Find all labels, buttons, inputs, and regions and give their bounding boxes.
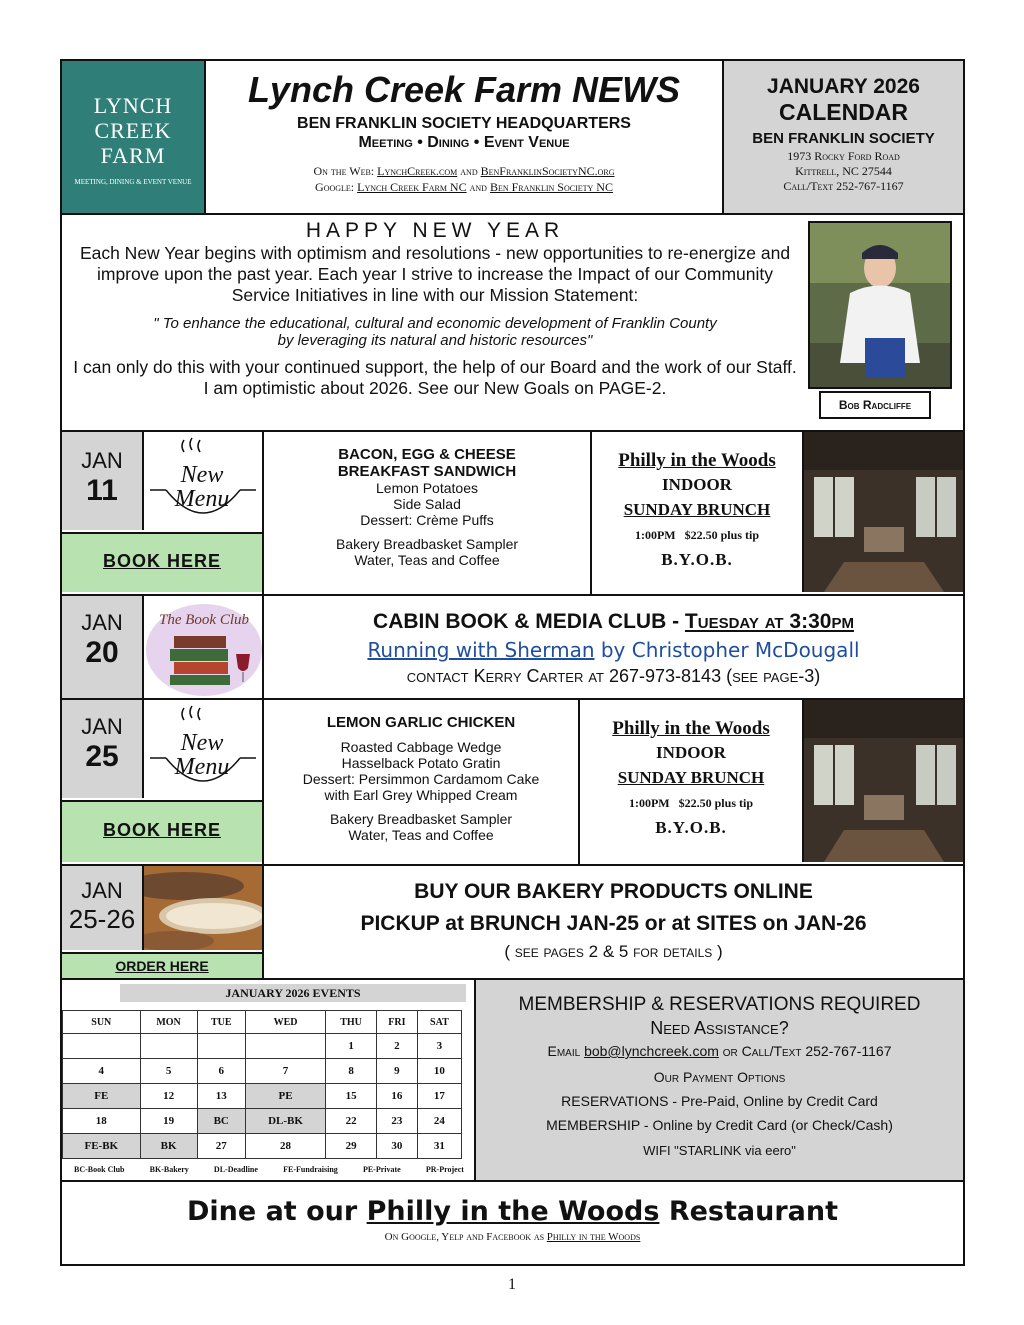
wifi-line: WIFI "STARLINK via eero" <box>643 1143 796 1158</box>
greeting-section <box>70 217 800 429</box>
legend-item: PE-Private <box>362 1165 401 1174</box>
need-assistance: Need Assistance? <box>650 1018 789 1038</box>
calendar-cell: 30 <box>376 1134 417 1159</box>
restaurant-photo <box>802 700 963 862</box>
calendar-day-header: MON <box>140 1011 197 1034</box>
legend-item: DL-Deadline <box>213 1165 258 1174</box>
calendar-header <box>724 61 963 213</box>
greeting-para1: Each New Year begins with optimism and resolutions - new opportunities to re-energize and improve upon the past year. Each year I strive to increase the Impact of our Community Service Initiatives in line with our Mission Statement: <box>79 243 791 305</box>
menu-extra: Bakery Breadbasket Sampler <box>329 811 513 827</box>
google-link-lynchcreek[interactable]: Lynch Creek Farm NC <box>357 180 467 194</box>
phone: Call/Text 252-767-1167 <box>783 179 904 193</box>
venue-time-price: 1:00PM $22.50 plus tip <box>628 796 753 810</box>
restaurant-link[interactable]: Philly in the Woods <box>366 1196 660 1227</box>
venue-indoor: INDOOR <box>662 475 732 494</box>
email-label: Email <box>547 1043 581 1059</box>
calendar-cell: 16 <box>376 1084 417 1109</box>
calendar-title: JANUARY 2026 EVENTS <box>120 984 466 1002</box>
calendar-cell: 2 <box>376 1034 417 1059</box>
page-number: 1 <box>508 1276 516 1293</box>
legend-item: BC-Book Club <box>74 1165 125 1174</box>
menu-item: Side Salad <box>393 496 461 512</box>
menu-item: Hasselback Potato Gratin <box>341 755 501 771</box>
address-line1: 1973 Rocky Ford Road <box>787 149 900 163</box>
calendar-day-header: SUN <box>63 1011 141 1034</box>
calendar-day-header: TUE <box>197 1011 245 1034</box>
web-link-benfranklin[interactable]: BenFranklinSocietyNC.org <box>480 164 615 178</box>
venue-time-price: 1:00PM $22.50 plus tip <box>634 528 759 542</box>
calendar-cell: 1 <box>326 1034 377 1059</box>
calendar-cell <box>63 1034 141 1059</box>
bakery-line1: BUY OUR BAKERY PRODUCTS ONLINE <box>414 880 813 903</box>
web-label: On the Web: <box>313 164 375 178</box>
calendar-month: JANUARY 2026 <box>767 75 920 98</box>
calendar-cell: 6 <box>197 1059 245 1084</box>
logo-line2: CREEK <box>94 118 172 143</box>
new-menu-image <box>142 700 262 798</box>
calendar-table <box>62 1010 462 1159</box>
logo <box>62 61 204 213</box>
calendar-legend <box>74 1165 464 1174</box>
calendar-cell: 13 <box>197 1084 245 1109</box>
payment-options: Our Payment Options <box>653 1069 786 1085</box>
menu-extra: Bakery Breadbasket Sampler <box>335 536 519 552</box>
menu-extra: Water, Teas and Coffee <box>348 827 494 843</box>
bakery-line3: ( see pages 2 & 5 for details ) <box>504 942 723 961</box>
event-day: 11 <box>86 474 118 507</box>
photo-caption: Bob Radcliffe <box>819 391 931 419</box>
book-here-button[interactable]: BOOK HERE <box>102 551 221 571</box>
calendar-cell: 7 <box>245 1059 325 1084</box>
logo-line1: LYNCH <box>93 93 173 118</box>
calendar-cell-event: DL-BK <box>245 1109 325 1134</box>
logo-tagline: MEETING, DINING & EVENT VENUE <box>74 178 192 186</box>
calendar-cell <box>140 1034 197 1059</box>
calendar-cell: 8 <box>326 1059 377 1084</box>
google-label: Google: <box>315 180 355 194</box>
calendar-cell: 27 <box>197 1134 245 1159</box>
calendar-day-header: THU <box>326 1011 377 1034</box>
new-menu-word2: Menu <box>174 754 230 780</box>
calendar-word: CALENDAR <box>778 99 909 125</box>
book-club-contact: contact Kerry Carter at 267-973-8143 (see page-3) <box>406 666 821 686</box>
venue-brunch: SUNDAY BRUNCH <box>617 768 765 787</box>
venue-name[interactable]: Philly in the Woods <box>618 450 776 471</box>
menu-item: Dessert: Crème Puffs <box>360 512 494 528</box>
venue-indoor: INDOOR <box>656 743 726 762</box>
calendar-cell: 29 <box>326 1134 377 1159</box>
calendar-cell-event: BK <box>140 1134 197 1159</box>
event-month: JAN <box>81 878 123 903</box>
membership-title: MEMBERSHIP & RESERVATIONS REQUIRED <box>518 994 921 1015</box>
menu-item: with Earl Grey Whipped Cream <box>324 787 518 803</box>
calendar-cell: 5 <box>140 1059 197 1084</box>
book-club-image <box>142 596 262 698</box>
masthead-tagline: Meeting • Dining • Event Venue <box>358 134 570 151</box>
calendar-day-header: SAT <box>417 1011 461 1034</box>
book-here-jan25[interactable] <box>62 800 262 862</box>
event-month: JAN <box>81 610 123 635</box>
menu-item: Roasted Cabbage Wedge <box>340 739 502 755</box>
page-title: Lynch Creek Farm NEWS <box>247 69 681 110</box>
calendar-cell: 3 <box>417 1034 461 1059</box>
bob-photo <box>808 221 952 389</box>
book-link[interactable]: Running with Sherman <box>367 638 595 662</box>
calendar-cell: 9 <box>376 1059 417 1084</box>
masthead <box>206 61 722 213</box>
calendar-cell: 15 <box>326 1084 377 1109</box>
calendar-cell-event: BC <box>197 1109 245 1134</box>
calendar-day-header: WED <box>245 1011 325 1034</box>
calendar-cell-event: FE-BK <box>63 1134 141 1159</box>
new-menu-image <box>142 432 262 530</box>
calendar-cell-event: PE <box>245 1084 325 1109</box>
footer-sub-prefix: On Google, Yelp and Facebook as <box>384 1231 545 1243</box>
legend-item: BK-Bakery <box>149 1165 189 1174</box>
event-month: JAN <box>81 714 123 739</box>
email-link[interactable]: bob@lynchcreek.com <box>584 1043 719 1059</box>
book-here-button[interactable]: BOOK HERE <box>102 820 221 840</box>
event-date-jan11 <box>62 432 142 530</box>
calendar-cell <box>197 1034 245 1059</box>
calendar-day-header: FRI <box>376 1011 417 1034</box>
org-name: BEN FRANKLIN SOCIETY <box>752 130 935 147</box>
book-club-title: CABIN BOOK & MEDIA CLUB - <box>373 610 685 633</box>
and-text: and <box>469 180 487 194</box>
bakery-info <box>264 866 963 978</box>
calendar-cell: 10 <box>417 1059 461 1084</box>
book-club-when: Tuesday at 3:30pm <box>684 610 854 633</box>
calendar-cell: 23 <box>376 1109 417 1134</box>
dine-suffix: Restaurant <box>668 1196 839 1227</box>
and-text: and <box>460 164 478 178</box>
reservations-line: RESERVATIONS - Pre-Paid, Online by Credit Card <box>561 1093 878 1109</box>
calendar-cell: 24 <box>417 1109 461 1134</box>
byob: B.Y.O.B. <box>655 818 727 837</box>
book-author: by Christopher McDougall <box>600 638 860 662</box>
calendar-cell: 4 <box>63 1059 141 1084</box>
call-text: or Call/Text 252-767-1167 <box>722 1043 892 1059</box>
web-link-lynchcreek[interactable]: LynchCreek.com <box>377 164 458 178</box>
calendar-cell-event: FE <box>63 1084 141 1109</box>
menu-item: Lemon Potatoes <box>376 480 478 496</box>
menu-jan11 <box>264 436 590 586</box>
byob: B.Y.O.B. <box>661 550 733 569</box>
venue-jan11 <box>592 432 802 592</box>
subtitle: BEN FRANKLIN SOCIETY HEADQUARTERS <box>297 115 631 132</box>
dine-prefix: Dine at our <box>186 1196 358 1227</box>
mission-quote1: " To enhance the educational, cultural and economic development of Franklin County <box>153 315 717 332</box>
bread-image <box>142 866 262 950</box>
new-menu-word1: New <box>180 462 224 488</box>
event-day: 25-26 <box>68 904 136 934</box>
book-club-image-label: The Book Club <box>159 612 249 628</box>
book-club-info <box>264 596 963 698</box>
calendar-cell: 18 <box>63 1109 141 1134</box>
calendar-cell: 22 <box>326 1109 377 1134</box>
calendar-cell: 31 <box>417 1134 461 1159</box>
menu-title: LEMON GARLIC CHICKEN <box>326 714 516 731</box>
events-calendar <box>62 980 474 1180</box>
event-day: 20 <box>85 636 119 669</box>
event-date-jan20 <box>62 596 142 698</box>
address-line2: Kittrell, NC 27544 <box>795 164 892 178</box>
order-here[interactable] <box>62 952 262 978</box>
venue-name[interactable]: Philly in the Woods <box>612 718 770 739</box>
greeting-heading: HAPPY NEW YEAR <box>305 219 565 242</box>
calendar-cell: 12 <box>140 1084 197 1109</box>
new-menu-word2: Menu <box>174 486 230 512</box>
menu-extra: Water, Teas and Coffee <box>354 552 500 568</box>
menu-title: BACON, EGG & CHEESE <box>338 446 516 463</box>
calendar-cell <box>245 1034 325 1059</box>
event-day: 25 <box>85 740 119 773</box>
calendar-cell: 19 <box>140 1109 197 1134</box>
mission-quote2: by leveraging its natural and historic resources" <box>277 332 593 349</box>
menu-jan25 <box>264 704 578 860</box>
bakery-line2: PICKUP at BRUNCH JAN-25 or at SITES on JAN-26 <box>360 912 867 935</box>
greeting-para2: I can only do this with your continued support, the help of our Board and the work of our Staff. I am optimistic about 2026. See our New Goals on PAGE-2. <box>73 357 797 398</box>
event-date-jan25 <box>62 700 142 798</box>
event-month: JAN <box>81 448 123 473</box>
logo-line3: FARM <box>100 143 166 168</box>
footer-restaurant-link[interactable]: Philly in the Woods <box>546 1231 641 1243</box>
menu-title-line2: BREAKFAST SANDWICH <box>337 463 517 480</box>
venue-brunch: SUNDAY BRUNCH <box>623 500 771 519</box>
restaurant-photo <box>802 432 963 592</box>
new-menu-word1: New <box>180 730 224 756</box>
google-link-benfranklin[interactable]: Ben Franklin Society NC <box>489 180 613 194</box>
legend-item: FE-Fundraising <box>283 1165 338 1174</box>
book-here-jan11[interactable] <box>62 532 262 592</box>
calendar-cell: 17 <box>417 1084 461 1109</box>
membership-line: MEMBERSHIP - Online by Credit Card (or Check/Cash) <box>546 1117 893 1133</box>
calendar-cell: 28 <box>245 1134 325 1159</box>
membership-panel <box>476 980 963 1180</box>
venue-jan25 <box>580 700 802 862</box>
event-date-jan25-26 <box>62 866 142 950</box>
legend-item: PR-Project <box>425 1165 464 1174</box>
footer <box>62 1182 963 1264</box>
menu-item: Dessert: Persimmon Cardamom Cake <box>302 771 540 787</box>
order-here-button[interactable]: ORDER HERE <box>115 958 209 974</box>
